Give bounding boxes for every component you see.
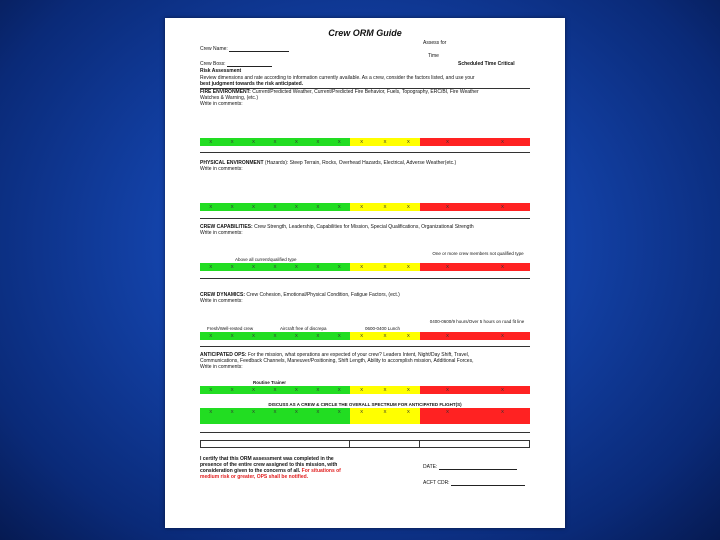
x-mark: X bbox=[337, 387, 341, 392]
x-mark: X bbox=[273, 333, 277, 338]
risk-assessment-label: Risk Assessment bbox=[200, 68, 242, 74]
x-mark: X bbox=[500, 139, 504, 144]
crew-dyn-label-2: Aircraft free of discrepa bbox=[280, 326, 327, 331]
x-mark: X bbox=[273, 387, 277, 392]
medium-risk-segment[interactable] bbox=[350, 203, 420, 211]
low-risk-segment[interactable] bbox=[200, 263, 350, 271]
date-label: DATE: bbox=[423, 464, 438, 470]
x-mark: X bbox=[406, 264, 410, 269]
crew-dyn-label-4: 0400-0600/9 hours/Over 5 hours on road fit line bbox=[429, 319, 525, 324]
risk-spectrum-bar-2[interactable] bbox=[200, 203, 530, 211]
schedule-label: Scheduled Time Critical bbox=[458, 61, 515, 67]
x-mark: X bbox=[316, 204, 320, 209]
fire-env-text: Current/Predicted Weather, Current/Predicted Fire Behavior, Fuels, Topography, ERC/BI, Fire Weather bbox=[250, 89, 479, 95]
x-mark: X bbox=[383, 409, 387, 414]
high-risk-segment[interactable] bbox=[420, 263, 530, 271]
x-mark: X bbox=[294, 333, 298, 338]
selection-cell-medium[interactable] bbox=[350, 441, 420, 447]
medium-risk-segment[interactable] bbox=[350, 408, 420, 424]
x-mark: X bbox=[316, 387, 320, 392]
x-mark: X bbox=[360, 409, 364, 414]
acft-cdr-blank[interactable] bbox=[451, 480, 525, 486]
high-risk-segment[interactable] bbox=[420, 138, 530, 146]
write-in-comments: Write in comments: bbox=[200, 101, 243, 107]
risk-spectrum-bar-1[interactable] bbox=[200, 138, 530, 146]
ant-ops-text-2: Communications, Feedback Channels, Maneuver/Positioning, Shift Length, Ability to accomplish mission, Additional Forces, bbox=[200, 358, 474, 364]
certify-line-1: I certify that this ORM assessment was completed in the bbox=[200, 456, 334, 462]
crew-cap-text: Crew Strength, Leadership, Capabilities for Mission, Special Qualifications, Organizational Strength bbox=[252, 224, 474, 230]
x-mark: X bbox=[252, 264, 256, 269]
crew-boss-field bbox=[200, 61, 272, 67]
medium-risk-segment[interactable] bbox=[350, 386, 420, 394]
x-mark: X bbox=[273, 139, 277, 144]
x-mark: X bbox=[360, 333, 364, 338]
orm-guide-document bbox=[165, 18, 565, 528]
x-mark: X bbox=[445, 333, 449, 338]
x-mark: X bbox=[230, 204, 234, 209]
crew-cap-heading: CREW CAPABILITIES: bbox=[200, 224, 253, 230]
x-mark: X bbox=[316, 409, 320, 414]
low-risk-segment[interactable] bbox=[200, 332, 350, 340]
x-mark: X bbox=[406, 333, 410, 338]
medium-risk-segment[interactable] bbox=[350, 138, 420, 146]
x-mark: X bbox=[445, 204, 449, 209]
divider bbox=[200, 432, 530, 433]
write-in-comments: Write in comments: bbox=[200, 298, 243, 304]
crew-dyn-label-3: 0600-0400 Lunch bbox=[365, 326, 401, 331]
x-mark: X bbox=[406, 409, 410, 414]
x-mark: X bbox=[209, 264, 213, 269]
date-blank[interactable] bbox=[439, 464, 517, 470]
x-mark: X bbox=[500, 333, 504, 338]
x-mark: X bbox=[209, 204, 213, 209]
x-mark: X bbox=[360, 264, 364, 269]
crew-name-blank bbox=[229, 46, 289, 52]
x-mark: X bbox=[316, 264, 320, 269]
x-mark: X bbox=[252, 139, 256, 144]
x-mark: X bbox=[500, 409, 504, 414]
x-mark: X bbox=[252, 204, 256, 209]
x-mark: X bbox=[360, 139, 364, 144]
ant-ops-text: For the mission, what operations are expected of your crew? Leaders Intent, Night/Day Shift, Travel, bbox=[246, 352, 470, 358]
x-mark: X bbox=[406, 139, 410, 144]
x-mark: X bbox=[294, 387, 298, 392]
x-mark: X bbox=[230, 333, 234, 338]
x-mark: X bbox=[230, 409, 234, 414]
ant-ops-heading: ANTICIPATED OPS: bbox=[200, 352, 247, 358]
write-in-comments: Write in comments: bbox=[200, 166, 243, 172]
low-risk-segment[interactable] bbox=[200, 386, 350, 394]
x-mark: X bbox=[500, 204, 504, 209]
crew-boss-label: Crew Boss: bbox=[200, 61, 226, 67]
low-risk-segment[interactable] bbox=[200, 138, 350, 146]
x-mark: X bbox=[383, 333, 387, 338]
x-mark: X bbox=[406, 387, 410, 392]
x-mark: X bbox=[209, 409, 213, 414]
x-mark: X bbox=[337, 264, 341, 269]
x-mark: X bbox=[337, 139, 341, 144]
x-mark: X bbox=[252, 333, 256, 338]
acft-cdr-field[interactable] bbox=[423, 480, 525, 486]
x-mark: X bbox=[337, 409, 341, 414]
divider bbox=[200, 152, 530, 153]
time-label: Time bbox=[428, 53, 439, 59]
x-mark: X bbox=[273, 204, 277, 209]
crew-boss-blank bbox=[227, 61, 272, 67]
x-mark: X bbox=[406, 204, 410, 209]
x-mark: X bbox=[294, 264, 298, 269]
phys-env-text: (Hazards): Steep Terrain, Rocks, Overhead Hazards, Electrical, Adverse Weather(etc.) bbox=[263, 160, 457, 166]
high-risk-segment[interactable] bbox=[420, 332, 530, 340]
assess-for-label: Assess for bbox=[423, 40, 447, 46]
divider bbox=[200, 278, 530, 279]
x-mark: X bbox=[252, 409, 256, 414]
x-mark: X bbox=[500, 387, 504, 392]
x-mark: X bbox=[360, 204, 364, 209]
x-mark: X bbox=[209, 333, 213, 338]
high-risk-segment[interactable] bbox=[420, 203, 530, 211]
x-mark: X bbox=[383, 387, 387, 392]
crew-dyn-text: Crew Cohesion, Emotional/Physical Condition, Fatigue Factors, (ect.) bbox=[245, 292, 400, 298]
certify-text-3: consideration given to the concerns of all. bbox=[200, 468, 301, 474]
selection-box[interactable] bbox=[200, 440, 530, 448]
certify-red-text-2: medium risk or greater, OPS shall be notified. bbox=[200, 474, 309, 480]
x-mark: X bbox=[294, 204, 298, 209]
low-risk-segment[interactable] bbox=[200, 203, 350, 211]
write-in-comments: Write in comments: bbox=[200, 230, 243, 236]
x-mark: X bbox=[383, 139, 387, 144]
x-mark: X bbox=[316, 139, 320, 144]
divider bbox=[200, 218, 530, 219]
x-mark: X bbox=[209, 139, 213, 144]
medium-risk-segment[interactable] bbox=[350, 332, 420, 340]
crew-dyn-heading: CREW DYNAMICS: bbox=[200, 292, 245, 298]
acft-cdr-label: ACFT CDR: bbox=[423, 480, 450, 486]
x-mark: X bbox=[230, 139, 234, 144]
x-mark: X bbox=[294, 409, 298, 414]
crew-name-field bbox=[200, 46, 289, 52]
x-mark: X bbox=[500, 264, 504, 269]
x-mark: X bbox=[445, 139, 449, 144]
selection-cell-low[interactable] bbox=[201, 441, 350, 447]
date-field[interactable] bbox=[423, 464, 517, 470]
fire-env-text-2: Watches & Warning, (etc.) bbox=[200, 95, 258, 101]
phys-env-heading: PHYSICAL ENVIRONMENT bbox=[200, 160, 264, 166]
high-risk-segment[interactable] bbox=[420, 386, 530, 394]
x-mark: X bbox=[230, 264, 234, 269]
x-mark: X bbox=[273, 409, 277, 414]
discuss-heading: DISCUSS AS A CREW & CIRCLE THE OVERALL SPECTRUM FOR ANTICIPATED FLIGHT(S) bbox=[268, 402, 462, 407]
x-mark: X bbox=[252, 387, 256, 392]
selection-cell-high[interactable] bbox=[420, 441, 529, 447]
risk-spectrum-bar-3[interactable] bbox=[200, 263, 530, 271]
x-mark: X bbox=[445, 264, 449, 269]
x-mark: X bbox=[360, 387, 364, 392]
certify-line-2: presence of the entire crew assigned to this mission, with bbox=[200, 462, 338, 468]
risk-spectrum-bar-4[interactable] bbox=[200, 332, 530, 340]
x-mark: X bbox=[294, 139, 298, 144]
medium-risk-segment[interactable] bbox=[350, 263, 420, 271]
x-mark: X bbox=[445, 409, 449, 414]
x-mark: X bbox=[383, 204, 387, 209]
x-mark: X bbox=[209, 387, 213, 392]
high-risk-segment[interactable] bbox=[420, 408, 530, 424]
x-mark: X bbox=[273, 264, 277, 269]
x-mark: X bbox=[316, 333, 320, 338]
routine-trainer-label: Routine Trainer bbox=[253, 380, 287, 385]
crew-name-label: Crew Name: bbox=[200, 46, 228, 52]
x-mark: X bbox=[337, 204, 341, 209]
document-title: Crew ORM Guide bbox=[328, 28, 402, 38]
crew-cap-low-label: Above all current/qualified type bbox=[235, 257, 297, 262]
crew-cap-high-label: One or more crew members not qualified type bbox=[432, 251, 524, 256]
x-mark: X bbox=[230, 387, 234, 392]
overall-spectrum-bar[interactable] bbox=[200, 408, 530, 424]
x-mark: X bbox=[337, 333, 341, 338]
fire-env-heading: FIRE ENVIRONMENT: bbox=[200, 89, 251, 95]
intro-line-1: Review dimensions and rate according to information currently available. As a crew, consider the factors listed, and use your bbox=[200, 75, 475, 81]
risk-spectrum-bar-5[interactable] bbox=[200, 386, 530, 394]
write-in-comments: Write in comments: bbox=[200, 364, 243, 370]
x-mark: X bbox=[445, 387, 449, 392]
intro-line-2: best judgment towards the risk anticipated. bbox=[200, 81, 304, 87]
divider bbox=[200, 346, 530, 347]
low-risk-segment[interactable] bbox=[200, 408, 350, 424]
certify-red-text-1: For situations of bbox=[300, 468, 341, 474]
x-mark: X bbox=[383, 264, 387, 269]
crew-dyn-label-1: Fresh/Well-rested crew bbox=[207, 326, 254, 331]
